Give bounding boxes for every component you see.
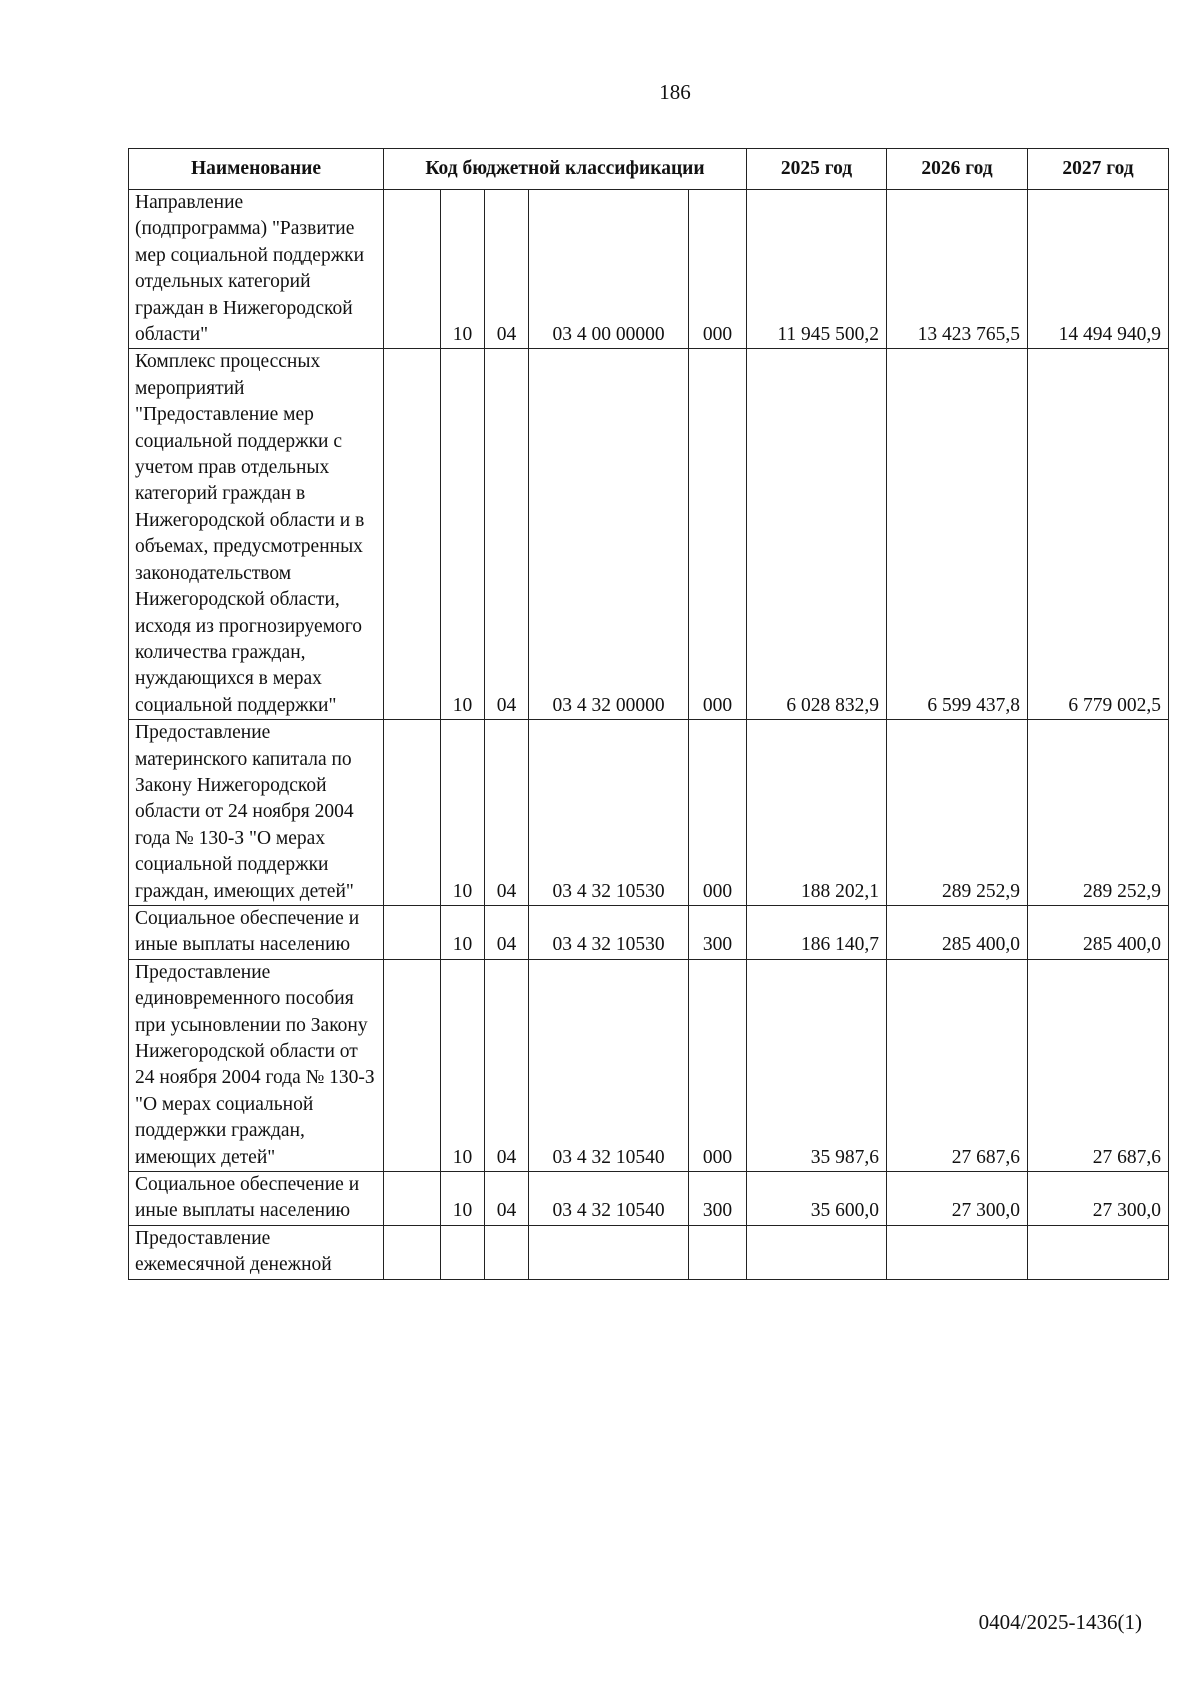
amount-2025: 186 140,7	[747, 905, 887, 959]
amount-2026	[887, 1225, 1028, 1279]
table-row	[129, 1172, 1169, 1226]
header-2027: 2027 год	[1028, 149, 1169, 190]
table-row	[129, 190, 1169, 349]
table-row	[129, 1225, 1169, 1279]
amount-2026: 285 400,0	[887, 905, 1028, 959]
header-budget-code: Код бюджетной классификации	[384, 149, 747, 190]
section-code: 10	[441, 190, 485, 349]
amount-2026: 289 252,9	[887, 720, 1028, 906]
expense-type-code: 000	[689, 720, 747, 906]
section-code: 10	[441, 905, 485, 959]
target-code: 03 4 32 10540	[529, 959, 689, 1171]
expense-type-code: 000	[689, 190, 747, 349]
row-name: Предоставление ежемесячной денежной	[129, 1225, 384, 1279]
expense-type-code: 000	[689, 959, 747, 1171]
section-code: 10	[441, 959, 485, 1171]
amount-2025: 11 945 500,2	[747, 190, 887, 349]
row-name: Комплекс процессных мероприятий "Предоставление мер социальной поддержки с учетом прав отдельных категорий граждан в Нижегородской области и в объемах, предусмотренных законодательством Нижегородской области, исходя из прогнозируемого количества граждан, нуждающихся в мерах социальной поддержки"	[129, 349, 384, 720]
table-row	[129, 905, 1169, 959]
amount-2026: 13 423 765,5	[887, 190, 1028, 349]
ministry-code	[384, 959, 441, 1171]
row-name: Социальное обеспечение и иные выплаты населению	[129, 905, 384, 959]
target-code: 03 4 32 10530	[529, 905, 689, 959]
row-name: Направление (подпрограмма) "Развитие мер социальной поддержки отдельных категорий граждан в Нижегородской области"	[129, 190, 384, 349]
table-row	[129, 349, 1169, 720]
expense-type-code: 000	[689, 349, 747, 720]
table-row	[129, 720, 1169, 906]
header-2026: 2026 год	[887, 149, 1028, 190]
amount-2026: 6 599 437,8	[887, 349, 1028, 720]
ministry-code	[384, 720, 441, 906]
target-code	[529, 1225, 689, 1279]
ministry-code	[384, 190, 441, 349]
section-code: 10	[441, 1172, 485, 1226]
row-name: Предоставление материнского капитала по Закону Нижегородской области от 24 ноября 2004 года № 130-З "О мерах социальной поддержки граждан, имеющих детей"	[129, 720, 384, 906]
amount-2027: 285 400,0	[1028, 905, 1169, 959]
subsection-code	[485, 1225, 529, 1279]
amount-2025: 6 028 832,9	[747, 349, 887, 720]
amount-2027: 27 300,0	[1028, 1172, 1169, 1226]
subsection-code: 04	[485, 349, 529, 720]
page-number: 186	[659, 80, 691, 104]
amount-2025	[747, 1225, 887, 1279]
table-header-row	[129, 149, 1169, 190]
amount-2027: 27 687,6	[1028, 959, 1169, 1171]
row-name: Социальное обеспечение и иные выплаты населению	[129, 1172, 384, 1226]
subsection-code: 04	[485, 905, 529, 959]
section-code: 10	[441, 349, 485, 720]
target-code: 03 4 32 00000	[529, 349, 689, 720]
expense-type-code: 300	[689, 905, 747, 959]
amount-2025: 188 202,1	[747, 720, 887, 906]
target-code: 03 4 32 10540	[529, 1172, 689, 1226]
section-code: 10	[441, 720, 485, 906]
subsection-code: 04	[485, 1172, 529, 1226]
subsection-code: 04	[485, 720, 529, 906]
document-id: 0404/2025-1436(1)	[978, 1610, 1142, 1634]
amount-2025: 35 987,6	[747, 959, 887, 1171]
target-code: 03 4 00 00000	[529, 190, 689, 349]
budget-table	[128, 148, 1169, 1280]
ministry-code	[384, 905, 441, 959]
target-code: 03 4 32 10530	[529, 720, 689, 906]
amount-2026: 27 300,0	[887, 1172, 1028, 1226]
expense-type-code	[689, 1225, 747, 1279]
amount-2027: 6 779 002,5	[1028, 349, 1169, 720]
subsection-code: 04	[485, 190, 529, 349]
row-name: Предоставление единовременного пособия при усыновлении по Закону Нижегородской области от 24 ноября 2004 года № 130-З "О мерах социальной поддержки граждан, имеющих детей"	[129, 959, 384, 1171]
ministry-code	[384, 349, 441, 720]
amount-2027: 14 494 940,9	[1028, 190, 1169, 349]
expense-type-code: 300	[689, 1172, 747, 1226]
amount-2026: 27 687,6	[887, 959, 1028, 1171]
amount-2025: 35 600,0	[747, 1172, 887, 1226]
ministry-code	[384, 1172, 441, 1226]
amount-2027	[1028, 1225, 1169, 1279]
table-row	[129, 959, 1169, 1171]
amount-2027: 289 252,9	[1028, 720, 1169, 906]
ministry-code	[384, 1225, 441, 1279]
subsection-code: 04	[485, 959, 529, 1171]
header-name: Наименование	[129, 149, 384, 190]
header-2025: 2025 год	[747, 149, 887, 190]
section-code	[441, 1225, 485, 1279]
